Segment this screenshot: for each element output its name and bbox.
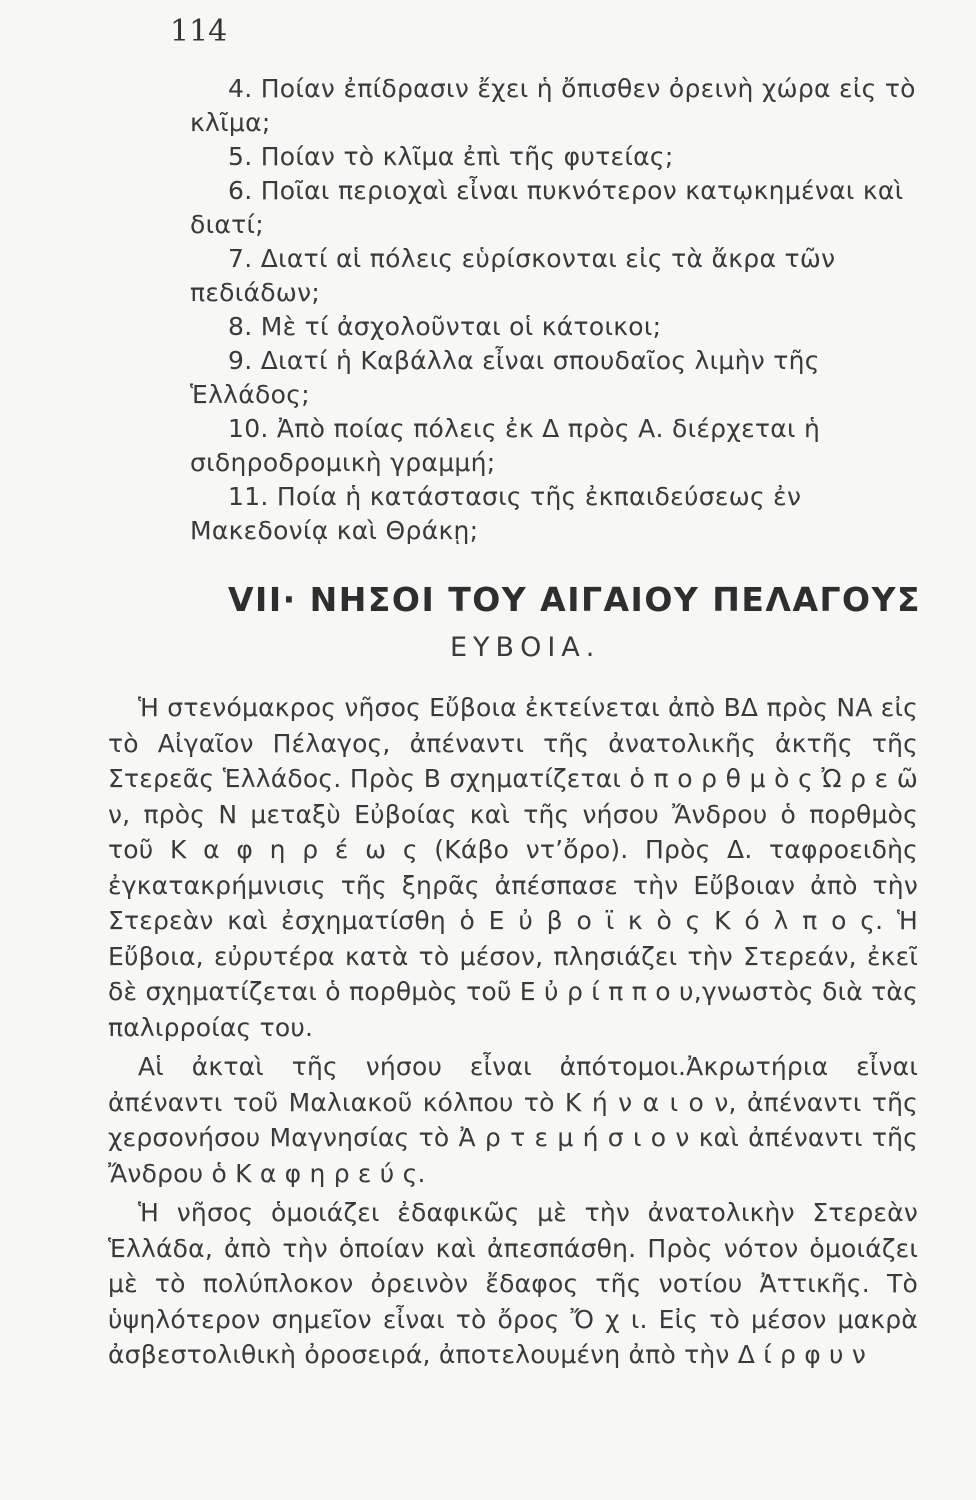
question-4: 4. Ποίαν ἐπίδρασιν ἔχει ἡ ὄπισθεν ὀρεινὴ χώρα εἰς τὸ κλῖμα; (190, 74, 916, 137)
question-7: 7. Διατί αἱ πόλεις εὑρίσκονται εἰς τὰ ἄκρα τῶν πεδιάδων; (190, 244, 836, 307)
page-number: 114 (170, 14, 228, 49)
body-text (108, 690, 918, 1377)
review-questions (190, 72, 935, 548)
paragraph-2: Αἱ ἀκταὶ τῆς νήσου εἶναι ἀπότομοι.Ἀκρωτήρια εἶναι ἀπέναντι τοῦ Μαλιακοῦ κόλπου τὸ Κ ή ν α ι ο ν, ἀπέναντι τῆς χερσονήσου Μαγνησίας τὸ Ἀ ρ τ ε μ ή σ ι ο ν καὶ ἀπέναντι τῆς Ἄνδρου ὁ Κ α φ η ρ ε ύ ς. (108, 1052, 918, 1188)
paragraph-3: Ἡ νῆσος ὁμοιάζει ἐδαφικῶς μὲ τὴν ἀνατολικὴν Στερεὰν Ἑλλάδα, ἀπὸ τὴν ὁποίαν καὶ ἀπεσπάσθη. Πρὸς νότον ὁμοιάζει μὲ τὸ πολύπλοκον ὀρεινὸν ἔδαφος τῆς νοτίου Ἀττικῆς. Τὸ ὑψηλότερον σημεῖον εἶναι τὸ ὄρος Ὄ χ ι. Εἰς τὸ μέσον μακρὰ ἀσβεστολιθικὴ ὀροσειρά, ἀποτελουμένη ἀπὸ τὴν Δ ί ρ φ υ ν (108, 1198, 918, 1369)
question-11: 11. Ποία ἡ κατάστασις τῆς ἐκπαιδεύσεως ἐν Μακεδονίᾳ καὶ Θράκῃ; (190, 482, 802, 545)
question-5: 5. Ποίαν τὸ κλῖμα ἐπὶ τῆς φυτείας; (228, 142, 674, 171)
question-8: 8. Μὲ τί ἀσχολοῦνται οἱ κάτοικοι; (228, 312, 662, 341)
section-title: ΕΥΒΟΙΑ. (450, 632, 601, 663)
question-10: 10. Ἀπὸ ποίας πόλεις ἐκ Δ πρὸς Α. διέρχεται ἡ σιδηροδρομικὴ γραμμή; (190, 414, 821, 477)
paragraph-1: Ἡ στενόμακρος νῆσος Εὔβοια ἐκτείνεται ἀπὸ ΒΔ πρὸς ΝΑ εἰς τὸ Αἰγαῖον Πέλαγος, ἀπέναντι τῆς ἀνατολικῆς ἀκτῆς τῆς Στερεᾶς Ἑλλάδος. Πρὸς Β σχηματίζεται ὁ π ο ρ θ μ ὸ ς Ὠ ρ ε ῶ ν, πρὸς Ν μεταξὺ Εὐβοίας καὶ τῆς νήσου Ἄνδρου ὁ πορθμὸς τοῦ Κ α φ η ρ έ ω ς (Κάβο ντ’ὄρο). Πρὸς Δ. ταφροειδὴς ἐγκατακρήμνισις τῆς ξηρᾶς ἀπέσπασε τὴν Εὔβοιαν ἀπὸ τὴν Στερεὰν καὶ ἐσχηματίσθη ὁ Ε ὐ β ο ϊ κ ὸ ς Κ ό λ π ο ς. Ἡ Εὔβοια, εὐρυτέρα κατὰ τὸ μέσον, πλησιάζει τὴν Στερεάν, ἐκεῖ δὲ σχηματίζεται ὁ πορθμὸς τοῦ Ε ὐ ρ ί π π ο υ,γνωστὸς διὰ τὰς παλιρροίας του. (108, 693, 918, 1042)
question-6: 6. Ποῖαι περιοχαὶ εἶναι πυκνότερον κατῳκημέναι καὶ διατί; (190, 176, 904, 239)
chapter-title: VII· ΝΗΣΟΙ ΤΟΥ ΑΙΓΑΙΟΥ ΠΕΛΑΓΟΥΣ (228, 580, 922, 619)
question-9: 9. Διατί ἡ Καβάλλα εἶναι σπουδαῖος λιμὴν τῆς Ἑλλάδος; (190, 346, 820, 409)
